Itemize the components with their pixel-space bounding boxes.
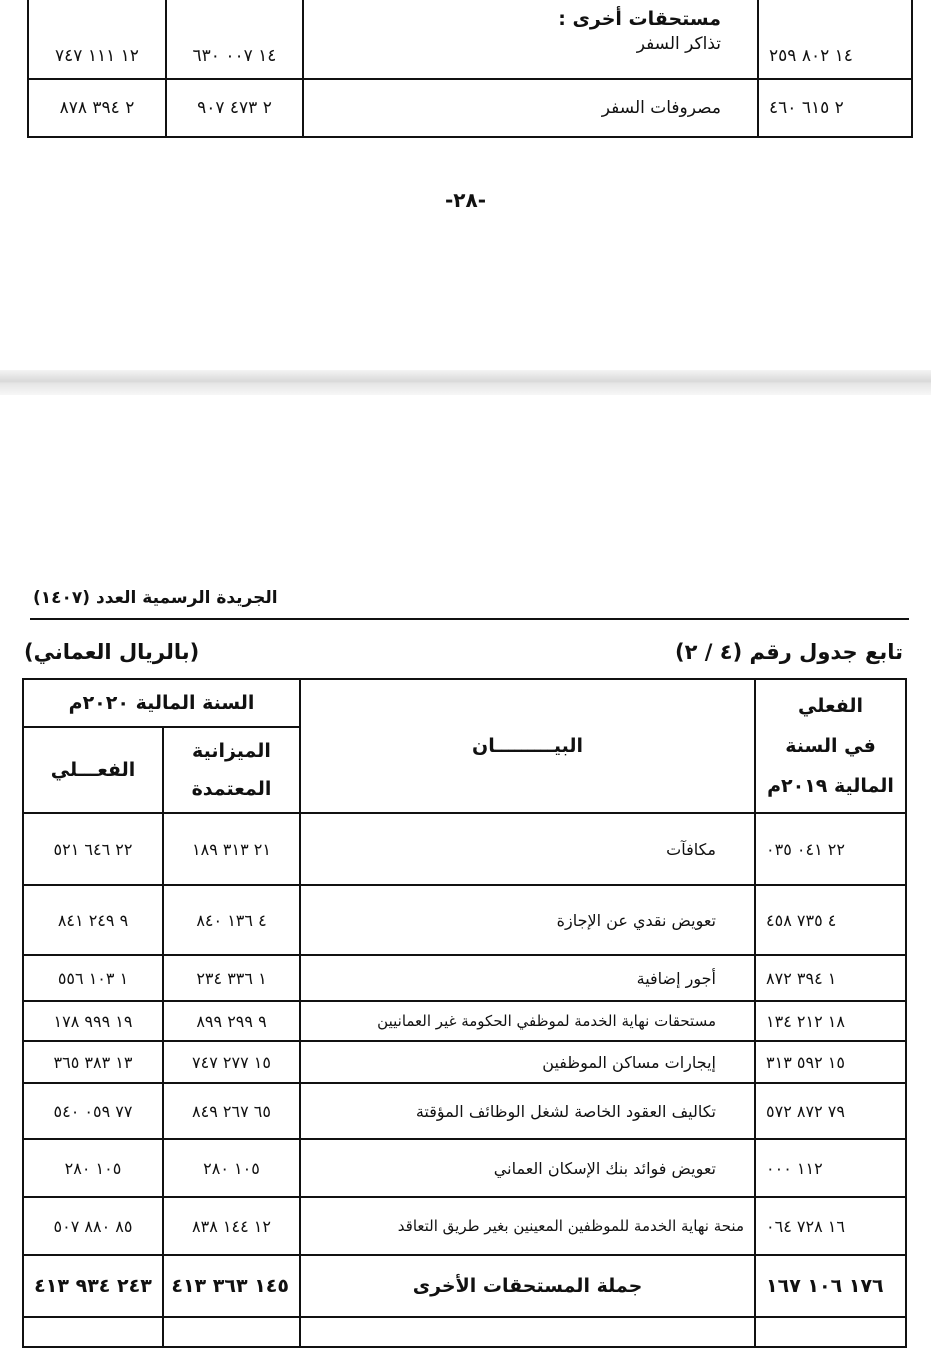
header-actual-2019 <box>755 679 906 813</box>
row-label: مصروفات السفر <box>303 79 758 137</box>
cell-budget-2020: ١٤ ٠٠٧ ٦٣٠ <box>166 0 303 79</box>
row-label: أجور إضافية <box>300 955 755 1001</box>
header-actual-2019-line3: المالية ٢٠١٩م <box>767 775 894 797</box>
page-number: -٢٨- <box>444 188 487 212</box>
continued-table-top <box>27 0 913 138</box>
total-actual-2019: ١٧٦ ١٠٦ ١٦٧ <box>755 1255 906 1317</box>
cell-actual-2019: ١٥ ٥٩٢ ٣١٣ <box>755 1041 906 1083</box>
header-budget-line2: المعتمدة <box>191 778 272 800</box>
cell-actual-2019: ١٨ ٢١٢ ١٣٤ <box>755 1001 906 1041</box>
cell-budget-2020: ١٠٥ ٢٨٠ <box>163 1139 300 1197</box>
cell-actual-2019: ١٦ ٧٢٨ ٠٦٤ <box>755 1197 906 1255</box>
cell-actual-2019: ١١٢ ٠٠٠ <box>755 1139 906 1197</box>
row-label: تعويض فوائد بنك الإسكان العماني <box>300 1139 755 1197</box>
empty-cell <box>755 1317 906 1347</box>
cell-actual-2019: ١٤ ٨٠٢ ٢٥٩ <box>758 0 912 79</box>
total-budget-2020: ١٤٥ ٣٦٣ ٤١٣ <box>163 1255 300 1317</box>
row-label: تذاكر السفر <box>636 34 721 54</box>
empty-cell <box>300 1317 755 1347</box>
cell-actual-2020: ١٩ ٩٩٩ ١٧٨ <box>23 1001 163 1041</box>
table-caption: تابع جدول رقم (٤ / ٢) <box>675 640 903 664</box>
cell-actual-2020: ١٣ ٣٨٣ ٣٦٥ <box>23 1041 163 1083</box>
other-entitlements-table <box>22 678 907 1348</box>
header-description: البيـــــــــان <box>300 679 755 813</box>
row-label: تكاليف العقود الخاصة لشغل الوظائف المؤقتة <box>300 1083 755 1139</box>
header-actual-2019-line1: الفعلي <box>797 695 864 717</box>
cell-actual-2020: ٢٢ ٦٤٦ ٥٢١ <box>23 813 163 885</box>
row-label: منحة نهاية الخدمة للموظفين المعينين بغير طريق التعاقد <box>300 1197 755 1255</box>
cell-budget-2020: ١٢ ١٤٤ ٨٣٨ <box>163 1197 300 1255</box>
cell-actual-2019: ٢٢ ٠٤١ ٠٣٥ <box>755 813 906 885</box>
currency-note: (بالريال العماني) <box>24 640 200 664</box>
header-actual: الفعـــلي <box>23 727 163 813</box>
table-row <box>28 79 912 137</box>
table-row <box>23 1001 906 1041</box>
cell-actual-2019: ١ ٣٩٤ ٨٧٢ <box>755 955 906 1001</box>
total-actual-2020: ٢٤٣ ٩٣٤ ٤١٣ <box>23 1255 163 1317</box>
row-label: إيجارات مساكن الموظفين <box>300 1041 755 1083</box>
header-approved-budget <box>163 727 300 813</box>
page-separator <box>0 370 931 395</box>
cell-actual-2020: ١٠٥ ٢٨٠ <box>23 1139 163 1197</box>
table-row <box>23 955 906 1001</box>
gazette-header: الجريدة الرسمية العدد (١٤٠٧) <box>33 588 278 608</box>
cell-actual-2020: ١٢ ١١١ ٧٤٧ <box>28 0 166 79</box>
table-row <box>23 813 906 885</box>
cell-description <box>303 0 758 79</box>
empty-cell <box>163 1317 300 1347</box>
row-label: تعويض نقدي عن الإجازة <box>300 885 755 955</box>
table-row <box>23 885 906 955</box>
cell-actual-2019: ٤ ٧٣٥ ٤٥٨ <box>755 885 906 955</box>
table-row <box>23 1317 906 1347</box>
empty-cell <box>23 1317 163 1347</box>
header-row <box>23 679 906 727</box>
table-row <box>23 1041 906 1083</box>
cell-budget-2020: ١٥ ٢٧٧ ٧٤٧ <box>163 1041 300 1083</box>
header-divider <box>30 618 909 620</box>
table-row <box>23 1139 906 1197</box>
total-row <box>23 1255 906 1317</box>
cell-budget-2020: ٢ ٤٧٣ ٩٠٧ <box>166 79 303 137</box>
page-top <box>0 0 931 370</box>
cell-budget-2020: ٦٥ ٢٦٧ ٨٤٩ <box>163 1083 300 1139</box>
table-row <box>28 0 912 79</box>
cell-budget-2020: ٤ ١٣٦ ٨٤٠ <box>163 885 300 955</box>
header-fiscal-year-2020: السنة المالية ٢٠٢٠م <box>23 679 300 727</box>
row-label: مكافآت <box>300 813 755 885</box>
cell-actual-2020: ١ ١٠٣ ٥٥٦ <box>23 955 163 1001</box>
cell-budget-2020: ٩ ٢٩٩ ٨٩٩ <box>163 1001 300 1041</box>
header-budget-line1: الميزانية <box>192 740 271 762</box>
header-actual-2019-line2: في السنة <box>785 735 876 757</box>
cell-actual-2020: ٧٧ ٠٥٩ ٥٤٠ <box>23 1083 163 1139</box>
cell-actual-2020: ٩ ٢٤٩ ٨٤١ <box>23 885 163 955</box>
cell-actual-2020: ٢ ٣٩٤ ٨٧٨ <box>28 79 166 137</box>
cell-actual-2019: ٢ ٦١٥ ٤٦٠ <box>758 79 912 137</box>
cell-budget-2020: ٢١ ٣١٣ ١٨٩ <box>163 813 300 885</box>
section-heading: مستحقات أخرى : <box>558 8 721 30</box>
cell-budget-2020: ١ ٣٣٦ ٢٣٤ <box>163 955 300 1001</box>
table-row <box>23 1083 906 1139</box>
total-label: جملة المستحقات الأخرى <box>300 1255 755 1317</box>
table-row <box>23 1197 906 1255</box>
row-label: مستحقات نهاية الخدمة لموظفي الحكومة غير العمانيين <box>300 1001 755 1041</box>
cell-actual-2019: ٧٩ ٨٧٢ ٥٧٢ <box>755 1083 906 1139</box>
cell-actual-2020: ٨٥ ٨٨٠ ٥٠٧ <box>23 1197 163 1255</box>
